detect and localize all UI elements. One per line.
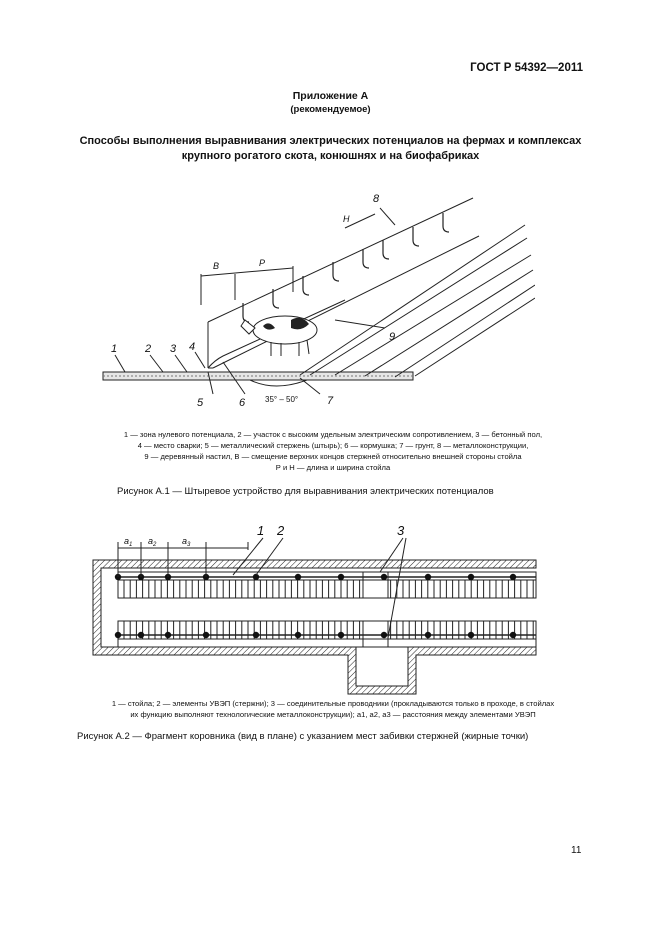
rod-point xyxy=(165,632,171,638)
annex-status: (рекомендуемое) xyxy=(290,104,371,115)
fig1-label-5: 5 xyxy=(197,397,204,409)
fig1-label-angle: 35° – 50° xyxy=(265,395,299,404)
rod-point xyxy=(425,574,431,580)
fig1-label-1: 1 xyxy=(111,343,118,355)
fig1-legend-line4: Р и Н — длина и ширина стойла xyxy=(275,463,391,472)
page-number: 11 xyxy=(571,845,582,856)
rod-point xyxy=(338,632,344,638)
cow-illustration xyxy=(241,316,317,356)
figure-a1-caption: Рисунок А.1 — Штыревое устройство для выравнивания электрических потенциалов xyxy=(117,486,494,497)
fig1-label-P: P xyxy=(259,258,266,268)
fig2-label-a1: $a_1$ xyxy=(124,536,133,548)
section-heading xyxy=(0,134,661,164)
rod-point xyxy=(381,574,387,580)
rod-point xyxy=(510,574,516,580)
fig1-label-H: H xyxy=(343,214,350,224)
rod-point xyxy=(295,574,301,580)
section-heading-line2: крупного рогатого скота, конюшнях и на биофабриках xyxy=(181,150,480,162)
fig1-label-9: 9 xyxy=(389,331,396,343)
figure-a1-legend xyxy=(40,429,626,473)
rod-point xyxy=(468,574,474,580)
fig2-label-a2: $a_2$ xyxy=(148,536,157,548)
fig1-legend-line3: 9 — деревянный настил, В — смещение верхних концов стержней относительно внешней стороны стойла xyxy=(144,452,522,461)
rod-point xyxy=(468,632,474,638)
rod-point xyxy=(253,632,259,638)
fig2-legend-line1: 1 — стойла; 2 — элементы УВЭП (стержни); 3 — соединительные проводники (прокладываются только в проходе, в стойлах xyxy=(111,699,555,708)
fig1-label-3: 3 xyxy=(170,343,177,355)
figure-a2-plan xyxy=(88,520,548,695)
rod-point xyxy=(510,632,516,638)
figure-a2-legend xyxy=(40,698,626,720)
fig1-label-4: 4 xyxy=(189,341,196,353)
rod-point xyxy=(425,632,431,638)
fig2-label-2: 2 xyxy=(277,523,285,538)
fig1-label-7: 7 xyxy=(327,395,334,407)
rod-point xyxy=(295,632,301,638)
rod-point xyxy=(381,632,387,638)
fig1-legend-line2: 4 — место сварки; 5 — металлический стержень (штырь); 6 — кормушка; 7 — грунт, 8 — металлоконструкции, xyxy=(137,441,529,450)
section-heading-line1: Способы выполнения выравнивания электрических потенциалов на фермах и комплексах xyxy=(79,135,582,147)
rod-point xyxy=(203,632,209,638)
fig1-label-B: B xyxy=(213,261,220,271)
fig1-label-8: 8 xyxy=(373,193,380,205)
fig1-label-6: 6 xyxy=(239,397,246,409)
fig2-label-a3: $a_3$ xyxy=(182,536,191,548)
annex-title: Приложение А xyxy=(292,90,369,102)
figure-a1-drawing xyxy=(95,180,535,415)
rod-point xyxy=(138,632,144,638)
standard-number: ГОСТ Р 54392—2011 xyxy=(470,62,583,74)
figure-a2-caption: Рисунок А.2 — Фрагмент коровника (вид в плане) с указанием мест забивки стержней (жирные точки) xyxy=(77,731,529,742)
rod-point xyxy=(115,632,121,638)
fig1-label-2: 2 xyxy=(145,343,152,355)
fig1-legend-line1: 1 — зона нулевого потенциала, 2 — участок с высоким удельным электрическим сопротивлением, 3 — бетонный пол, xyxy=(123,430,543,439)
fig2-legend-line2: их функцию выполняют технологические металлоконструкции); a1, a2, a3 — расстояния между элементами УВЭП xyxy=(130,710,536,719)
fig2-label-1: 1 xyxy=(257,523,265,538)
rod-point xyxy=(338,574,344,580)
fig2-label-3: 3 xyxy=(397,523,405,538)
